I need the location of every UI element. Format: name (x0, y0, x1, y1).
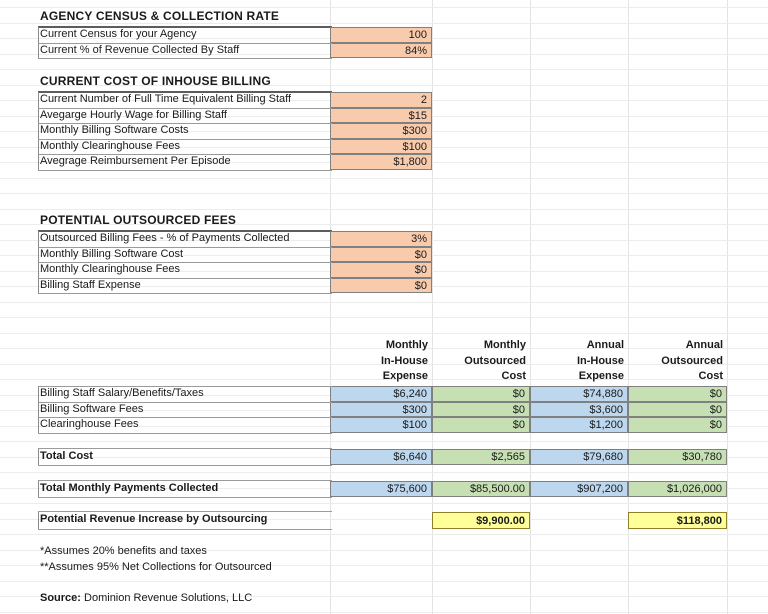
table-row (0, 92, 768, 108)
table-row (0, 386, 768, 402)
outsourced-row-0-label: Outsourced Billing Fees - % of Payments Collected (40, 232, 290, 244)
census-row-0-label: Current Census for your Agency (40, 28, 197, 40)
inhouse-row-0-value[interactable]: 2 (330, 92, 432, 108)
census-title: AGENCY CENSUS & COLLECTION RATE (40, 9, 280, 23)
hdr-0-line1: Monthly (385, 339, 428, 351)
inhouse-row-3-value[interactable]: $100 (330, 139, 432, 155)
table-row (0, 231, 768, 247)
outsourced-row-3-label: Billing Staff Expense (40, 278, 141, 291)
inhouse-title: CURRENT COST OF INHOUSE BILLING (40, 74, 271, 88)
table-row (0, 108, 768, 124)
total-payments-row (0, 481, 768, 497)
comparison-row-0-monthly-outsourced: $0 (432, 386, 530, 402)
table-row (0, 154, 768, 170)
inhouse-row-1-value[interactable]: $15 (330, 108, 432, 124)
comparison-row-1-monthly-outsourced: $0 (432, 402, 530, 418)
table-row (0, 402, 768, 418)
table-row (0, 417, 768, 433)
total-cost-label: Total Cost (40, 450, 93, 462)
total-cost-monthly-inhouse: $6,640 (330, 449, 432, 465)
total-payments-monthly-outsourced: $85,500.00 (432, 481, 530, 497)
table-row (0, 247, 768, 263)
comparison-row-1-label: Billing Software Fees (40, 402, 144, 415)
revenue-increase-annual: $118,800 (628, 512, 727, 529)
inhouse-row-4-label: Avegrage Reimbursement Per Episode (40, 155, 231, 167)
section-header-outsourced (0, 212, 768, 228)
census-row-0-value[interactable]: 100 (330, 27, 432, 43)
hdr-1-line1: Monthly (483, 339, 526, 351)
total-cost-annual-outsourced: $30,780 (628, 449, 727, 465)
outsourced-title: POTENTIAL OUTSOURCED FEES (40, 213, 237, 227)
source-line (40, 591, 252, 607)
inhouse-row-2-value[interactable]: $300 (330, 123, 432, 139)
table-row (0, 43, 768, 59)
hdr-3-line1: Annual (685, 339, 723, 351)
comparison-row-2-monthly-inhouse: $100 (330, 417, 432, 433)
total-payments-annual-outsourced: $1,026,000 (628, 481, 727, 497)
comparison-row-2-label: Clearinghouse Fees (40, 418, 139, 430)
outsourced-row-2-value[interactable]: $0 (330, 262, 432, 278)
comparison-row-0-annual-outsourced: $0 (628, 386, 727, 402)
table-row (0, 139, 768, 155)
source-text: Dominion Revenue Solutions, LLC (80, 592, 253, 604)
outsourced-row-0-value[interactable]: 3% (330, 231, 432, 247)
comparison-row-2-annual-outsourced: $0 (628, 417, 727, 433)
hdr-2-line3: Expense (578, 370, 624, 382)
hdr-0-line2: In-House (380, 354, 428, 367)
revenue-increase-label: Potential Revenue Increase by Outsourcing (40, 513, 268, 525)
comparison-row-0-monthly-inhouse: $6,240 (330, 386, 432, 402)
table-row (0, 262, 768, 278)
comparison-row-1-annual-inhouse: $3,600 (530, 402, 628, 418)
comparison-row-1-monthly-inhouse: $300 (330, 402, 432, 418)
total-payments-annual-inhouse: $907,200 (530, 481, 628, 497)
comparison-row-0-label: Billing Staff Salary/Benefits/Taxes (40, 387, 204, 399)
footnote-1: **Assumes 95% Net Collections for Outsourced (40, 561, 272, 573)
hdr-3-line2: Outsourced (661, 354, 723, 367)
inhouse-row-0-label: Current Number of Full Time Equivalent Billing Staff (40, 93, 292, 105)
outsourced-row-3-value[interactable]: $0 (330, 278, 432, 294)
hdr-3-line3: Cost (698, 370, 723, 382)
total-cost-annual-inhouse: $79,680 (530, 449, 628, 465)
table-row (0, 278, 768, 294)
inhouse-row-1-label: Avegarge Hourly Wage for Billing Staff (40, 108, 227, 121)
comparison-row-2-monthly-outsourced: $0 (432, 417, 530, 433)
hdr-1-line2: Outsourced (464, 354, 526, 367)
section-header-inhouse (0, 73, 768, 89)
outsourced-row-2-label: Monthly Clearinghouse Fees (40, 263, 181, 275)
hdr-1-line3: Cost (501, 370, 526, 382)
source-label: Source: (40, 592, 81, 604)
revenue-increase-row (0, 512, 768, 529)
revenue-increase-monthly: $9,900.00 (432, 512, 530, 529)
inhouse-row-4-value[interactable]: $1,800 (330, 154, 432, 170)
hdr-2-line1: Annual (586, 339, 624, 351)
total-payments-label: Total Monthly Payments Collected (40, 482, 219, 494)
total-payments-monthly-inhouse: $75,600 (330, 481, 432, 497)
footnote-0: *Assumes 20% benefits and taxes (40, 545, 207, 557)
table-row (0, 27, 768, 43)
total-cost-row (0, 449, 768, 465)
outsourced-row-1-value[interactable]: $0 (330, 247, 432, 263)
outsourced-row-1-label: Monthly Billing Software Cost (40, 247, 184, 260)
table-row (0, 123, 768, 139)
total-cost-monthly-outsourced: $2,565 (432, 449, 530, 465)
census-row-1-value[interactable]: 84% (330, 43, 432, 59)
census-row-1-label: Current % of Revenue Collected By Staff (40, 43, 240, 56)
section-header-census (0, 8, 768, 24)
hdr-2-line2: In-House (576, 354, 624, 367)
inhouse-row-2-label: Monthly Billing Software Costs (40, 124, 189, 136)
inhouse-row-3-label: Monthly Clearinghouse Fees (40, 139, 181, 152)
hdr-0-line3: Expense (382, 370, 428, 382)
comparison-row-1-annual-outsourced: $0 (628, 402, 727, 418)
comparison-row-0-annual-inhouse: $74,880 (530, 386, 628, 402)
comparison-row-2-annual-inhouse: $1,200 (530, 417, 628, 433)
